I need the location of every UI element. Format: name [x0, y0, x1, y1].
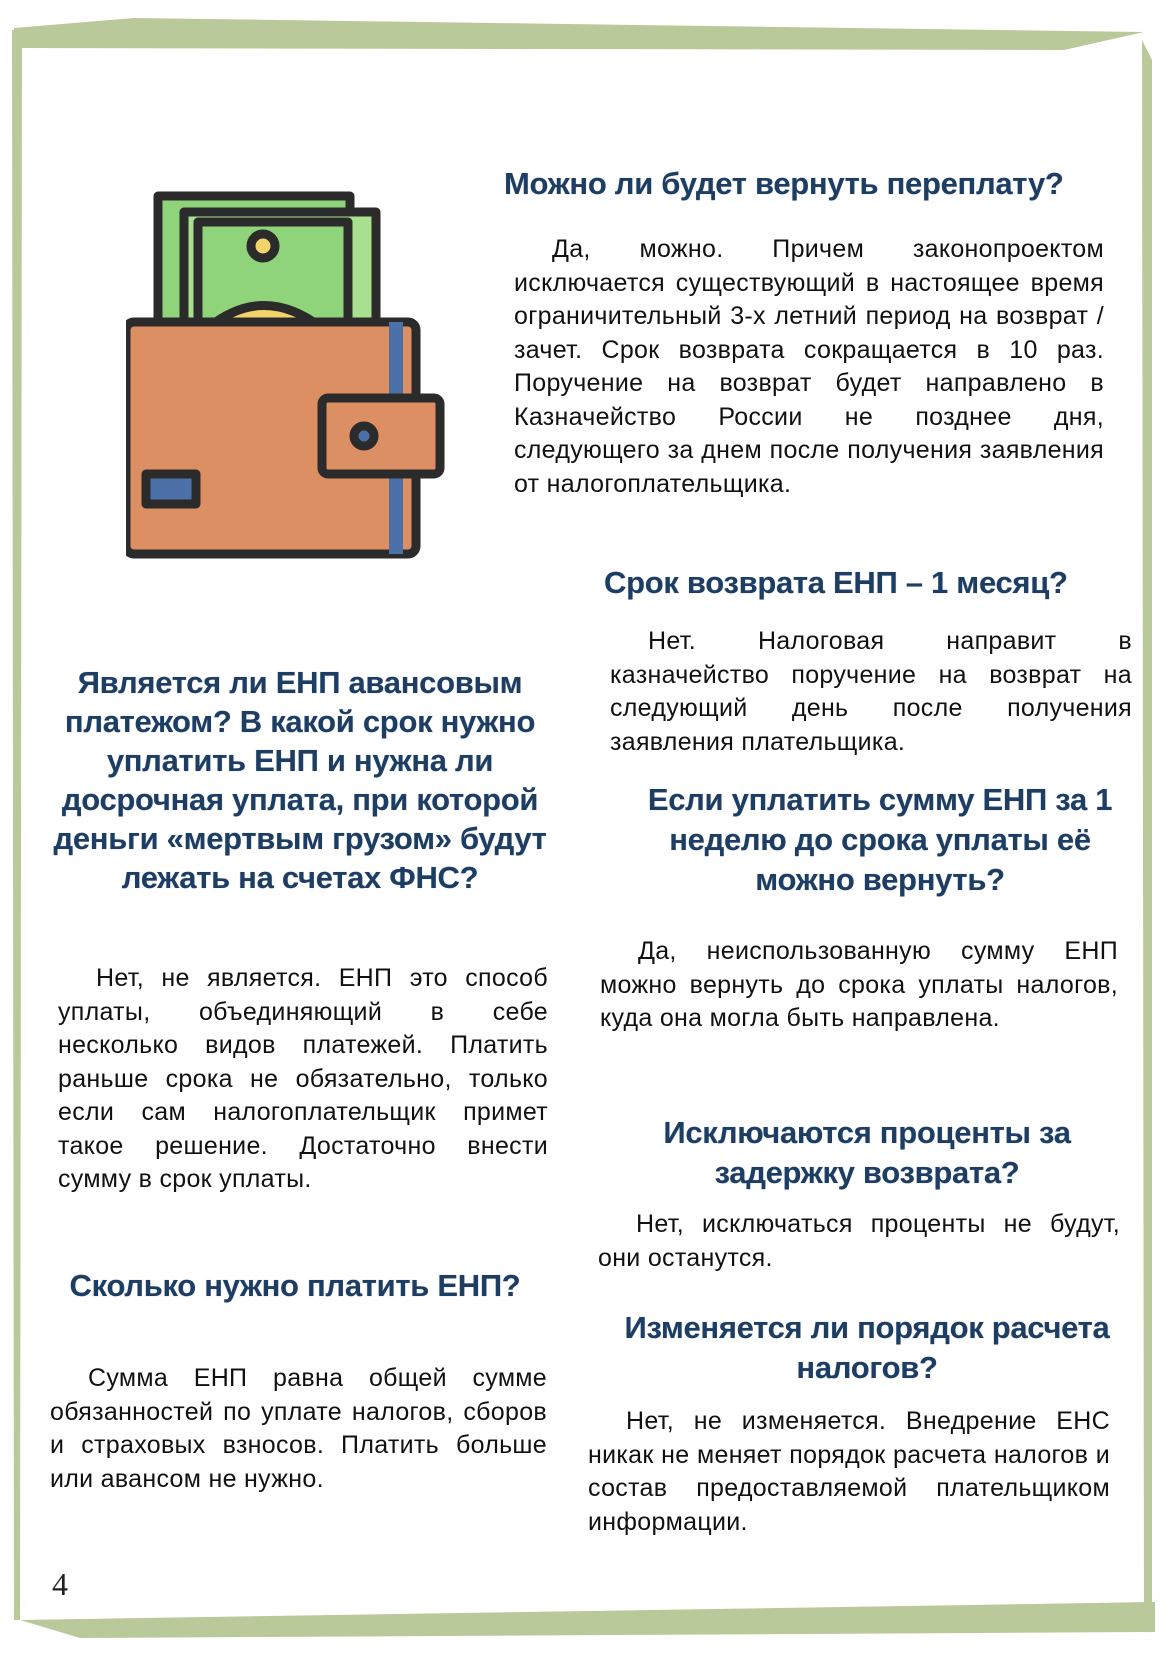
answer-overpayment-refund: Да, можно. Причем законопроектом исключается существующий в настоящее время ограничительный 3-х летний период на возврат / зачет. Срок возврата сокращается в 10 раз. Поручение на возврат будет направлено в Казначейство России не позднее дня, следующего за днем после получения заявления от налогоплательщика. [514, 235, 1104, 498]
answer-advance-payment: Нет, не является. ЕНП это способ уплаты, объединяющий в себе несколько видов платежей. Платить раньше срока не обязательно, только если сам налогоплательщик примет такое решение. Достаточно внести сумму в срок уплаты. [58, 964, 548, 1193]
answer-delay-interest: Нет, исключаться проценты не будут, они останутся. [598, 1210, 1120, 1272]
answer-refund-term: Нет. Налоговая направит в казначейство поручение на возврат на следующий день после получения заявления плательщика. [610, 627, 1132, 756]
answer-tax-calculation: Нет, не изменяется. Внедрение ЕНС никак не меняет порядок расчета налогов и состав предоставляемой плательщиком информации. [588, 1407, 1110, 1536]
question-delay-interest: Исключаются проценты за задержку возврата? [663, 1115, 1071, 1190]
frame-right-bar [1140, 40, 1154, 1630]
question-tax-calculation: Изменяется ли порядок расчета налогов? [624, 1310, 1110, 1385]
wallet-with-money-icon [126, 188, 466, 578]
question-refund-term: Срок возврата ЕНП – 1 месяц? [604, 565, 1068, 600]
answer-early-payment-refund: Да, неиспользованную сумму ЕНП можно вернуть до срока уплаты налогов, куда она могла быть направлена. [600, 937, 1118, 1032]
frame-bottom-bar [20, 1598, 1155, 1640]
question-advance-payment: Является ли ЕНП авансовым платежом? В какой срок нужно уплатить ЕНП и нужна ли досрочная уплата, при которой деньги «мертвым грузом» будут лежать на счетах ФНС? [53, 665, 547, 895]
question-payment-amount: Сколько нужно платить ЕНП? [69, 1268, 521, 1303]
answer-payment-amount: Сумма ЕНП равна общей сумме обязанностей по уплате налогов, сборов и страховых взносов. Платить больше или авансом не нужно. [50, 1364, 547, 1493]
question-overpayment-refund: Можно ли будет вернуть переплату? [504, 166, 1064, 201]
question-early-payment-refund: Если уплатить сумму ЕНП за 1 неделю до срока уплаты её можно вернуть? [647, 782, 1113, 897]
frame-left-bar [10, 30, 24, 1620]
frame-top-bar [14, 14, 1144, 54]
page-number: 4 [52, 1566, 68, 1602]
